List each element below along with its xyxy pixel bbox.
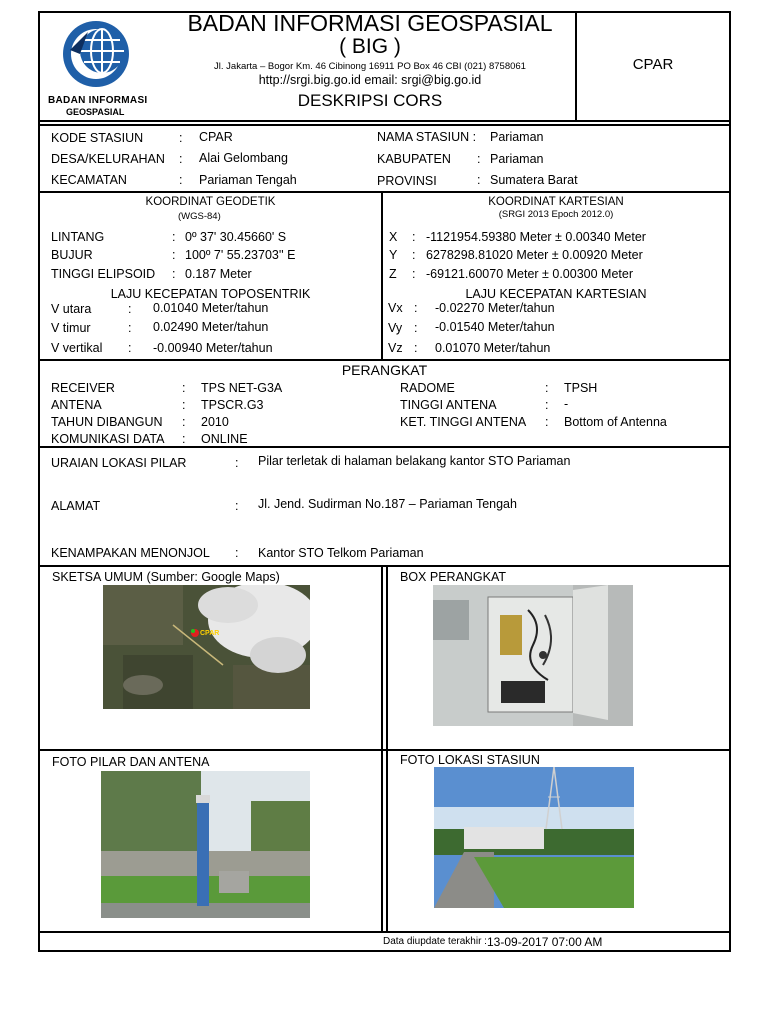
- tahun-value: 2010: [201, 415, 229, 429]
- colon: :: [235, 499, 239, 513]
- box-title: BOX PERANGKAT: [400, 570, 507, 584]
- colon: :: [172, 267, 176, 281]
- colon: :: [128, 302, 132, 316]
- map-marker-label: CPAR: [200, 630, 220, 637]
- bujur-value: 100º 7' 55.23703'' E: [185, 248, 296, 262]
- kom-value: ONLINE: [201, 432, 248, 446]
- colon: :: [477, 152, 481, 166]
- org-name: BADAN INFORMASI GEOSPASIAL: [187, 10, 553, 36]
- equipment-title: PERANGKAT: [341, 362, 428, 378]
- uraian-label: URAIAN LOKASI PILAR: [51, 456, 187, 470]
- colon: :: [412, 230, 416, 244]
- satellite-map-image: [103, 585, 310, 709]
- org-abbr: ( BIG ): [339, 35, 401, 58]
- colon: :: [414, 301, 418, 315]
- y-value: 6278298.81020 Meter ± 0.00920 Meter: [426, 248, 643, 262]
- kode-value: CPAR: [199, 130, 233, 144]
- tinggi-value: 0.187 Meter: [185, 267, 252, 281]
- ket-value: Bottom of Antenna: [564, 415, 667, 429]
- colon: :: [182, 381, 186, 395]
- vv-value: -0.00940 Meter/tahun: [153, 341, 273, 355]
- uraian-value: Pilar terletak di halaman belakang kantor STO Pariaman: [258, 454, 571, 468]
- sketsa-title: SKETSA UMUM (Sumber: Google Maps): [52, 570, 280, 584]
- logo-caption-1: BADAN INFORMASI: [48, 95, 148, 106]
- kenampakan-value: Kantor STO Telkom Pariaman: [258, 546, 424, 560]
- equipment-box-photo: [433, 585, 633, 726]
- x-label: X: [389, 230, 398, 244]
- colon: :: [179, 173, 183, 187]
- logo: [50, 14, 150, 120]
- cartesian-subtitle: (SRGI 2013 Epoch 2012.0): [498, 209, 614, 220]
- antena-value: TPSCR.G3: [201, 398, 264, 412]
- colon: :: [477, 173, 481, 187]
- vu-value: 0.01040 Meter/tahun: [153, 301, 269, 315]
- kabupaten-value: Pariaman: [490, 152, 544, 166]
- colon: :: [182, 415, 186, 429]
- colon: :: [235, 546, 239, 560]
- alamat-label: ALAMAT: [51, 499, 101, 513]
- nama-label: NAMA STASIUN :: [377, 130, 477, 144]
- vz-value: 0.01070 Meter/tahun: [435, 341, 551, 355]
- provinsi-label: PROVINSI: [377, 174, 437, 188]
- colon: :: [172, 230, 176, 244]
- vx-value: -0.02270 Meter/tahun: [435, 301, 555, 315]
- lintang-value: 0º 37' 30.45660' S: [185, 230, 287, 244]
- cartesian-title: KOORDINAT KARTESIAN: [488, 196, 624, 208]
- vt-label: V timur: [51, 321, 91, 335]
- colon: :: [235, 456, 239, 470]
- antena-label: ANTENA: [51, 398, 102, 412]
- vy-value: -0.01540 Meter/tahun: [435, 320, 555, 334]
- colon: :: [412, 267, 416, 281]
- kenampakan-label: KENAMPAKAN MENONJOL: [51, 546, 210, 560]
- receiver-value: TPS NET-G3A: [201, 381, 283, 395]
- vu-label: V utara: [51, 302, 92, 316]
- desa-value: Alai Gelombang: [199, 151, 288, 165]
- topo-velocity-title: LAJU KECEPATAN TOPOSENTRIK: [110, 287, 311, 301]
- alamat-value: Jl. Jend. Sudirman No.187 – Pariaman Tengah: [258, 497, 517, 511]
- station-location-photo: [434, 767, 634, 908]
- doc-title: DESKRIPSI CORS: [297, 91, 443, 110]
- web-line: http://srgi.big.go.id email: srgi@big.go.id: [258, 73, 482, 87]
- colon: :: [128, 321, 132, 335]
- colon: :: [414, 321, 418, 335]
- vz-label: Vz: [388, 341, 403, 355]
- vt-value: 0.02490 Meter/tahun: [153, 320, 269, 334]
- geodetic-subtitle: (WGS-84): [178, 211, 221, 222]
- kom-label: KOMUNIKASI DATA: [51, 432, 165, 446]
- tinggi-label: TINGGI ELIPSOID: [51, 267, 156, 281]
- colon: :: [412, 248, 416, 262]
- vy-label: Vy: [388, 321, 403, 335]
- z-label: Z: [389, 267, 397, 281]
- vv-label: V vertikal: [51, 341, 103, 355]
- colon: :: [179, 131, 183, 145]
- bujur-label: BUJUR: [51, 248, 93, 262]
- nama-value: Pariaman: [490, 130, 544, 144]
- z-value: -69121.60070 Meter ± 0.00300 Meter: [426, 267, 633, 281]
- y-label: Y: [389, 248, 398, 262]
- vx-label: Vx: [388, 301, 403, 315]
- cart-velocity-title: LAJU KECEPATAN KARTESIAN: [465, 287, 647, 301]
- colon: :: [414, 341, 418, 355]
- lintang-label: LINTANG: [51, 230, 105, 244]
- kecamatan-value: Pariaman Tengah: [199, 173, 297, 187]
- colon: :: [545, 381, 549, 395]
- colon: :: [545, 398, 549, 412]
- colon: :: [172, 248, 176, 262]
- ket-label: KET. TINGGI ANTENA: [400, 415, 527, 429]
- kode-label: KODE STASIUN: [51, 131, 144, 145]
- geodetic-title: KOORDINAT GEODETIK: [145, 196, 276, 208]
- radome-value: TPSH: [564, 381, 598, 395]
- receiver-label: RECEIVER: [51, 381, 115, 395]
- station-code-header: CPAR: [632, 56, 674, 73]
- pilar-title: FOTO PILAR DAN ANTENA: [52, 755, 210, 769]
- lokasi-title: FOTO LOKASI STASIUN: [400, 753, 540, 767]
- colon: :: [545, 415, 549, 429]
- colon: :: [128, 341, 132, 355]
- globe-logo-icon: [50, 14, 150, 94]
- x-value: -1121954.59380 Meter ± 0.00340 Meter: [426, 230, 646, 244]
- colon: :: [179, 152, 183, 166]
- colon: :: [182, 398, 186, 412]
- kecamatan-label: KECAMATAN: [51, 173, 127, 187]
- tahun-label: TAHUN DIBANGUN: [51, 415, 163, 429]
- colon: :: [182, 432, 186, 446]
- provinsi-value: Sumatera Barat: [490, 173, 578, 187]
- desa-label: DESA/KELURAHAN: [51, 152, 165, 166]
- pillar-antenna-photo: [101, 771, 310, 918]
- address-line: Jl. Jakarta – Bogor Km. 46 Cibinong 16911 PO Box 46 CBI (021) 8758061: [214, 61, 526, 72]
- tinggi-antena-value: -: [564, 397, 569, 411]
- kabupaten-label: KABUPATEN: [377, 152, 451, 166]
- tinggi-antena-label: TINGGI ANTENA: [400, 398, 497, 412]
- updated-label: Data diupdate terakhir :: [383, 936, 487, 947]
- logo-caption-2: GEOSPASIAL: [66, 107, 125, 117]
- updated-value: 13-09-2017 07:00 AM: [487, 935, 603, 949]
- radome-label: RADOME: [400, 381, 455, 395]
